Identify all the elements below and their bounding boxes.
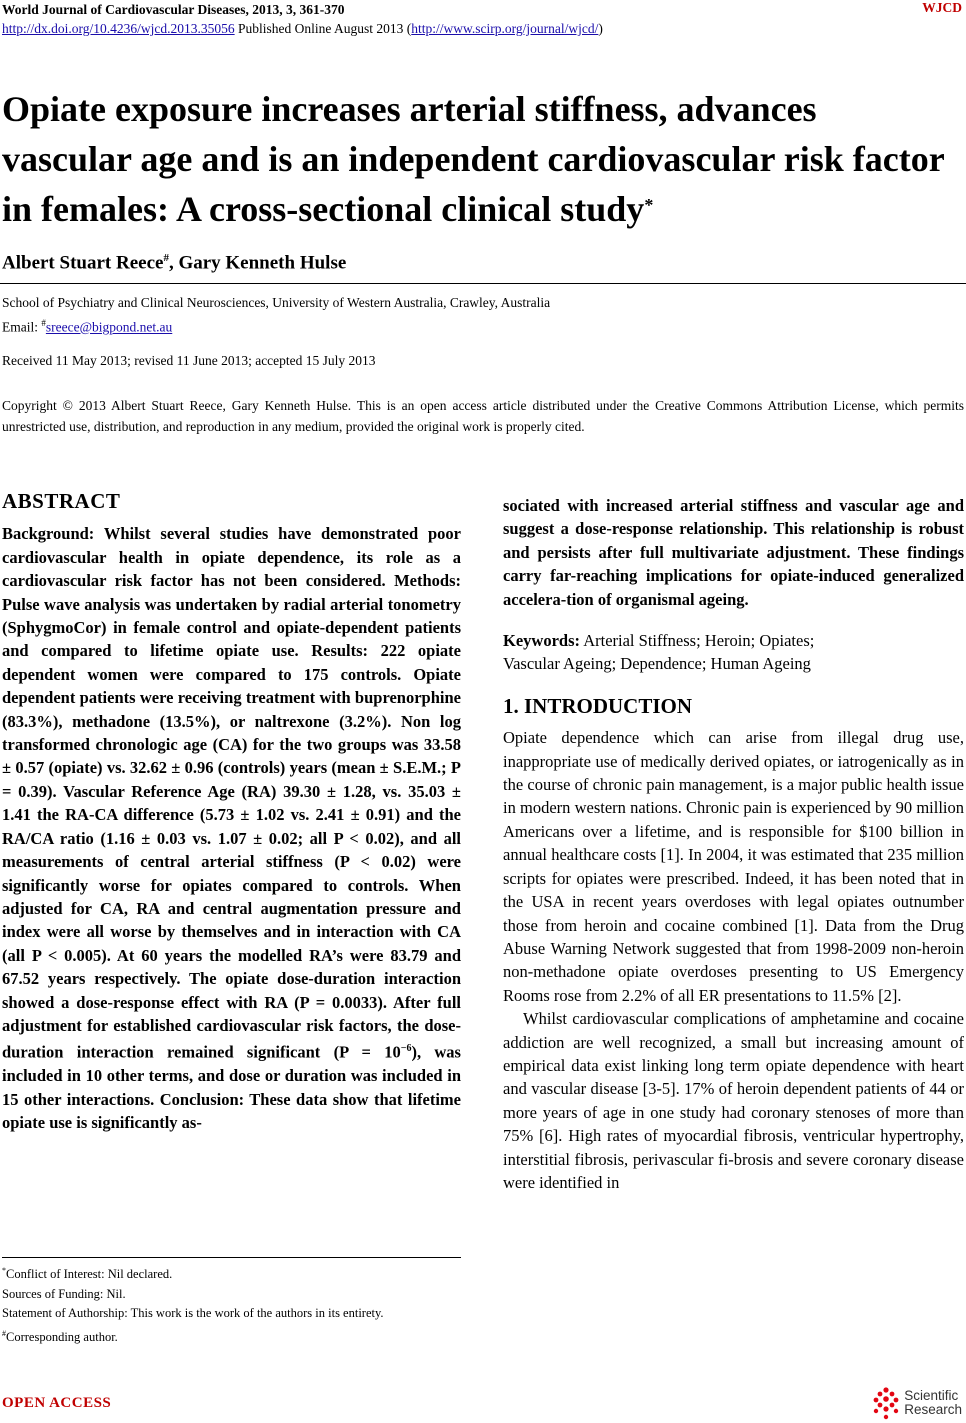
abstract-text-part1: Background: Whilst several studies have demonstrated poor cardiovascular health in opiate dependence, its role as a cardiovascular risk factor has not been considered. Methods: Pulse wave analysis was undertaken by radial arterial tonometry (SphygmoCor) in female control and opiate-dependent patients and compared to lifetime opiate use. Results: 222 opiate dependent women were compared to 175 controls. Opiate dependent patients were receiving treatment with buprenorphine (83.3%), methadone (13.5%), or naltrexone (3.2%). Non log transformed chronologic age (CA) for the two groups was 33.58 ± 0.57 (opiate) vs. 32.62 ± 0.96 (controls) years (mean ± S.E.M.; P = 0.39). Vascular Reference Age (RA) 39.30 ± 1.28, vs. 35.03 ± 1.41 the RA-CA difference (5.73 ± 1.02 vs. 2.41 ± 0.91) and the RA/CA ratio (1.16 ± 0.03 vs. 1.07 ± 0.02; all P < 0.02), and all measurements of central arterial stiffness (P < 0.02) were significantly worse for opiates compared to controls. When adjusted for CA, RA and central augmentation pressure and index were all worse by themselves and in interaction with CA (all P < 0.005). At 60 years the modelled RA’s were 83.79 and 67.52 years respectively. The opiate dose-duration interaction showed a dose-response effect with RA (P = 0.0033). After full adjustment for established cardiovascular risk factors, the dose-duration interaction remained significant (P = 10: [2, 524, 461, 1062]
journal-citation: World Journal of Cardiovascular Diseases, 2013, 3, 361-370: [2, 2, 345, 17]
article-title: [2, 84, 952, 234]
author-1: Albert Stuart Reece: [2, 252, 164, 274]
introduction-heading: 1. INTRODUCTION: [503, 693, 693, 718]
scirp-logo-icon: [871, 1386, 901, 1420]
open-access-label: OPEN ACCESS: [2, 1395, 112, 1411]
footnote-conflict-marker: *: [2, 1266, 6, 1275]
author-1-marker: #: [163, 252, 169, 264]
email-label: Email:: [2, 319, 42, 335]
email-line: [2, 313, 952, 338]
header-divider: [0, 283, 966, 284]
journal-link[interactable]: http://www.scirp.org/journal/wjcd/: [411, 21, 599, 36]
affiliation-block: [2, 292, 952, 338]
introduction-paragraph-2: Whilst cardiovascular complications of amphetamine and cocaine addiction are well recognized, a small but increasing amount of empirical data exist linking long term opiate dependence with heart and vascular disease [3-5]. 17% of heroin dependent patients of 44 or more years of age in one study had coronary stenoses of more than 75% [6]. High rates of myocardial fibrosis, ventricular hypertrophy, interstitial fibrosis, perivascular fi-brosis and severe coronary disease were identified in: [503, 1009, 964, 1192]
right-column: [503, 494, 964, 1194]
footnote-funding: Sources of Funding: Nil.: [2, 1286, 126, 1301]
abstract-text: [2, 522, 461, 1134]
logo-line-1: Scientific: [904, 1388, 959, 1403]
logo-wordmark: [904, 1389, 962, 1417]
footnote-corresponding-text: Corresponding author.: [6, 1329, 118, 1344]
copyright-notice: Copyright © 2013 Albert Stuart Reece, Gary Kenneth Hulse. This is an open access article distributed under the Creative Commons Attribution License, which permits unrestricted use, distribution, and reproduction in any medium, provided the original work is properly cited.: [2, 398, 964, 434]
abstract-heading: ABSTRACT: [2, 489, 121, 513]
email-marker: #: [41, 318, 46, 328]
title-footnote-marker: *: [644, 195, 654, 215]
email-link[interactable]: sreece@bigpond.net.au: [45, 319, 173, 335]
keywords-line2: Vascular Ageing; Dependence; Human Ageing: [503, 654, 811, 674]
doi-link[interactable]: http://dx.doi.org/10.4236/wjcd.2013.35056: [2, 21, 235, 36]
left-column: [2, 490, 461, 1134]
received-dates: Received 11 May 2013; revised 11 June 2013; accepted 15 July 2013: [2, 353, 376, 368]
footnote-divider: [2, 1257, 461, 1258]
keywords-label: Keywords:: [503, 631, 580, 651]
footnote-authorship: Statement of Authorship: This work is the work of the authors in its entirety.: [2, 1306, 384, 1321]
abstract-exponent: −6: [400, 1043, 412, 1055]
title-text: Opiate exposure increases arterial stiffness, advances vascular age and is an independent cardiovascular risk factor in females: A cross-sectional clinical study: [2, 89, 945, 229]
running-header: [2, 0, 603, 38]
introduction-paragraph-1: Opiate dependence which can arise from illegal drug use, inappropriate use of medically derived opiates, or iatrogenically as in the course of chronic pain management, is a major public health issue in modern western nations. Chronic pain is experienced by 90 million Americans over a lifetime, and is responsible for $100 billion in annual healthcare costs [1]. In 2004, it was estimated that 235 million scripts for opiates were prescribed. Indeed, it has been noted that in the USA in recent years overdoses with legal opiates outnumber those from heroin and cocaine combined [1]. Data from the Drug Abuse Warning Network suggested that from 1998-2009 non-heroin non-methadone opiate overdoses presenting to US Emergency Rooms rose from 2.2% of all ER presentations to 11.5% [2].: [503, 728, 964, 1005]
author-rest: , Gary Kenneth Hulse: [168, 252, 347, 274]
affiliation: School of Psychiatry and Clinical Neurosciences, University of Western Australia, Crawley, Australia: [2, 295, 551, 310]
published-text: Published Online August 2013 (: [234, 21, 412, 36]
keywords-line1: Arterial Stiffness; Heroin; Opiates;: [580, 631, 815, 651]
abstract-continued: sociated with increased arterial stiffness and vascular age and suggest a dose-response relationship. This relationship is robust and persists after full multivariate adjustment. These findings carry far-reaching implications for opiate-induced generalized accelera-tion of organismal ageing.: [503, 496, 964, 609]
keywords: [503, 629, 964, 676]
close-paren: ): [598, 21, 603, 36]
author-list: [2, 252, 346, 274]
footnote-conflict: [2, 1262, 461, 1284]
journal-abbrev: WJCD: [922, 0, 962, 15]
footnote-conflict-text: Conflict of Interest: Nil declared.: [6, 1267, 173, 1282]
doi-line: [2, 19, 603, 38]
footnote-corresponding-marker: #: [2, 1328, 6, 1338]
footnotes: [2, 1262, 461, 1348]
abstract-text-part2: ), was included in 10 other terms, and dose or duration was included in 15 other interactions. Conclusion: These data show that lifetime opiate use is significantly as-: [2, 1042, 461, 1133]
scientific-research-logo: [871, 1386, 962, 1420]
logo-line-2: Research: [904, 1402, 962, 1417]
footnote-corresponding: [2, 1325, 461, 1347]
